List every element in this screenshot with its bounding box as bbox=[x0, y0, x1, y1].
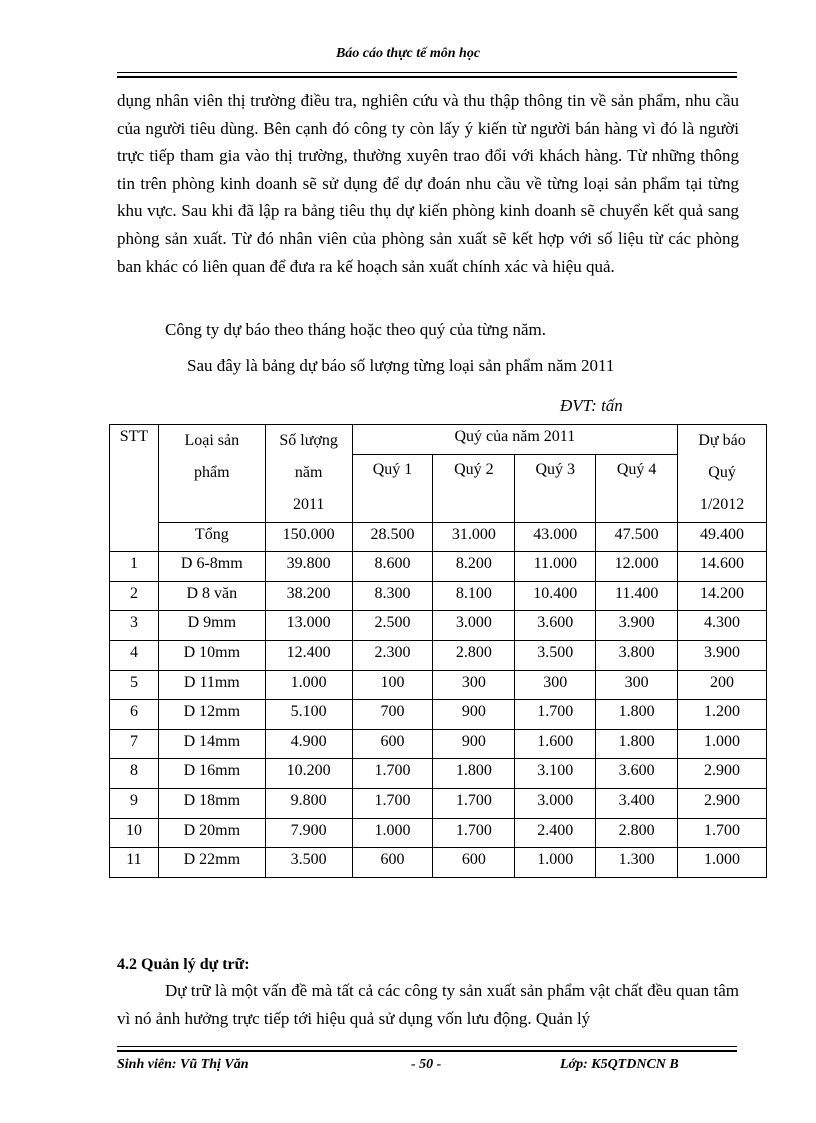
cell-q4: 1.800 bbox=[596, 700, 678, 730]
forecast-table bbox=[109, 424, 767, 878]
cell-product: D 10mm bbox=[158, 640, 265, 670]
cell-product: D 6-8mm bbox=[158, 552, 265, 582]
cell-q2: 900 bbox=[433, 729, 515, 759]
cell-q2: 1.700 bbox=[433, 788, 515, 818]
cell-stt: 5 bbox=[110, 670, 159, 700]
cell-forecast: 1.700 bbox=[678, 818, 767, 848]
cell-q2: 900 bbox=[433, 700, 515, 730]
total-label: Tổng bbox=[158, 522, 265, 552]
cell-q2: 2.800 bbox=[433, 640, 515, 670]
cell-quantity: 3.500 bbox=[265, 848, 352, 878]
cell-q4: 3.900 bbox=[596, 611, 678, 641]
cell-q3: 300 bbox=[515, 670, 596, 700]
header-product bbox=[158, 425, 265, 523]
header-quantity-line: Số lượng bbox=[279, 432, 338, 449]
intro-paragraph: dụng nhân viên thị trường điều tra, nghiên cứu và thu thập thông tin về sản phẩm, nhu cầu của người tiêu dùng. Bên cạnh đó công ty còn lấy ý kiến từ người bán hàng vì đó là người trực tiếp tham gia vào thị trường, thường xuyên trao đổi với khách hàng. Từ những thông tin trên phòng kinh doanh sẽ sử dụng để dự đoán nhu cầu về từng loại sản phẩm tại từng khu vực. Sau khi đã lập ra bảng tiêu thụ dự kiến phòng kinh doanh sẽ chuyển kết quả sang phòng sản xuất. Từ đó nhân viên của phòng sản xuất sẽ kết hợp với số liệu từ các phòng ban khác có liên quan để đưa ra kế hoạch sản xuất chính xác và hiệu quả. bbox=[117, 91, 739, 276]
cell-q1: 100 bbox=[352, 670, 433, 700]
cell-q1: 1.700 bbox=[352, 759, 433, 789]
footer-class: Lớp: K5QTDNCN B bbox=[560, 1057, 679, 1072]
cell-q4: 1.300 bbox=[596, 848, 678, 878]
footer-page-number: - 50 - bbox=[411, 1057, 442, 1072]
cell-stt: 10 bbox=[110, 818, 159, 848]
cell-forecast: 4.300 bbox=[678, 611, 767, 641]
cell-q2: 8.200 bbox=[433, 552, 515, 582]
cell-quantity: 5.100 bbox=[265, 700, 352, 730]
cell-quantity: 4.900 bbox=[265, 729, 352, 759]
unit-label: ĐVT: tấn bbox=[560, 396, 623, 415]
table-row bbox=[110, 552, 767, 582]
header-quarter-2: Quý 2 bbox=[433, 454, 515, 522]
header-quantity bbox=[265, 425, 352, 523]
cell-forecast: 1.000 bbox=[678, 729, 767, 759]
table-row bbox=[110, 818, 767, 848]
cell-q4: 11.400 bbox=[596, 581, 678, 611]
header-product-line: phẩm bbox=[194, 464, 230, 481]
cell-q3: 3.600 bbox=[515, 611, 596, 641]
cell-stt: 6 bbox=[110, 700, 159, 730]
footer-rule-thick bbox=[117, 1050, 737, 1052]
page-header-title: Báo cáo thực tế môn học bbox=[335, 46, 481, 61]
total-quantity: 150.000 bbox=[265, 522, 352, 552]
cell-product: D 16mm bbox=[158, 759, 265, 789]
table-row bbox=[110, 759, 767, 789]
section-heading: 4.2 Quản lý dự trữ: bbox=[117, 956, 250, 973]
table-row bbox=[110, 729, 767, 759]
cell-quantity: 12.400 bbox=[265, 640, 352, 670]
total-forecast: 49.400 bbox=[678, 522, 767, 552]
table-row bbox=[110, 788, 767, 818]
cell-quantity: 39.800 bbox=[265, 552, 352, 582]
cell-stt: 11 bbox=[110, 848, 159, 878]
header-forecast-line: Quý bbox=[708, 464, 736, 481]
cell-forecast: 1.000 bbox=[678, 848, 767, 878]
header-quantity-line: 2011 bbox=[292, 496, 325, 513]
cell-forecast: 2.900 bbox=[678, 759, 767, 789]
cell-q2: 1.800 bbox=[433, 759, 515, 789]
cell-forecast: 3.900 bbox=[678, 640, 767, 670]
footer-rule-thin bbox=[117, 1046, 737, 1047]
cell-q2: 1.700 bbox=[433, 818, 515, 848]
cell-q3: 1.000 bbox=[515, 848, 596, 878]
header-rule-thin bbox=[117, 72, 737, 73]
cell-forecast: 14.600 bbox=[678, 552, 767, 582]
cell-q3: 11.000 bbox=[515, 552, 596, 582]
cell-q3: 3.500 bbox=[515, 640, 596, 670]
cell-product: D 8 văn bbox=[158, 581, 265, 611]
cell-forecast: 1.200 bbox=[678, 700, 767, 730]
cell-q1: 1.000 bbox=[352, 818, 433, 848]
cell-q3: 1.700 bbox=[515, 700, 596, 730]
cell-quantity: 38.200 bbox=[265, 581, 352, 611]
cell-q1: 8.300 bbox=[352, 581, 433, 611]
table-row bbox=[110, 700, 767, 730]
cell-q2: 300 bbox=[433, 670, 515, 700]
cell-product: D 18mm bbox=[158, 788, 265, 818]
cell-q3: 3.000 bbox=[515, 788, 596, 818]
table-total-row bbox=[110, 522, 767, 552]
header-quarters-group: Quý của năm 2011 bbox=[352, 425, 678, 455]
cell-q3: 1.600 bbox=[515, 729, 596, 759]
table-row bbox=[110, 848, 767, 878]
cell-stt: 3 bbox=[110, 611, 159, 641]
header-product-line: Loại sản bbox=[184, 432, 240, 449]
table-header-row-1 bbox=[110, 425, 767, 455]
table-row bbox=[110, 640, 767, 670]
cell-q1: 600 bbox=[352, 848, 433, 878]
footer-student: Sinh viên: Vũ Thị Văn bbox=[117, 1057, 249, 1072]
cell-quantity: 7.900 bbox=[265, 818, 352, 848]
cell-quantity: 1.000 bbox=[265, 670, 352, 700]
cell-stt: 9 bbox=[110, 788, 159, 818]
header-forecast bbox=[678, 425, 767, 523]
total-q3: 43.000 bbox=[515, 522, 596, 552]
cell-stt: 4 bbox=[110, 640, 159, 670]
section-paragraph: Dự trữ là một vấn đề mà tất cả các công ty sản xuất sản phẩm vật chất đều quan tâm vì nó ảnh hưởng trực tiếp tới hiệu quả sử dụng vốn lưu động. Quản lý bbox=[117, 981, 739, 1028]
header-stt: STT bbox=[110, 425, 159, 552]
table-row bbox=[110, 611, 767, 641]
table-caption: Sau đây là bảng dự báo số lượng từng loại sản phẩm năm 2011 bbox=[187, 356, 615, 375]
intro-text-block bbox=[117, 87, 739, 280]
cell-q4: 3.600 bbox=[596, 759, 678, 789]
cell-q3: 10.400 bbox=[515, 581, 596, 611]
header-quarter-1: Quý 1 bbox=[352, 454, 433, 522]
cell-product: D 14mm bbox=[158, 729, 265, 759]
cell-stt: 8 bbox=[110, 759, 159, 789]
cell-q4: 2.800 bbox=[596, 818, 678, 848]
cell-q3: 2.400 bbox=[515, 818, 596, 848]
cell-product: D 9mm bbox=[158, 611, 265, 641]
cell-q4: 300 bbox=[596, 670, 678, 700]
cell-q4: 3.400 bbox=[596, 788, 678, 818]
cell-forecast: 200 bbox=[678, 670, 767, 700]
cell-q3: 3.100 bbox=[515, 759, 596, 789]
cell-q4: 12.000 bbox=[596, 552, 678, 582]
cell-q1: 600 bbox=[352, 729, 433, 759]
cell-q2: 3.000 bbox=[433, 611, 515, 641]
header-forecast-line: 1/2012 bbox=[699, 496, 745, 513]
header-rule-thick bbox=[117, 76, 737, 78]
cell-product: D 11mm bbox=[158, 670, 265, 700]
cell-stt: 7 bbox=[110, 729, 159, 759]
cell-quantity: 13.000 bbox=[265, 611, 352, 641]
table-row bbox=[110, 581, 767, 611]
cell-q1: 8.600 bbox=[352, 552, 433, 582]
cell-forecast: 2.900 bbox=[678, 788, 767, 818]
header-quarter-4: Quý 4 bbox=[596, 454, 678, 522]
total-q2: 31.000 bbox=[433, 522, 515, 552]
forecast-note: Công ty dự báo theo tháng hoặc theo quý của từng năm. bbox=[165, 320, 547, 339]
cell-q2: 8.100 bbox=[433, 581, 515, 611]
cell-q1: 2.300 bbox=[352, 640, 433, 670]
header-quarter-3: Quý 3 bbox=[515, 454, 596, 522]
table-row bbox=[110, 670, 767, 700]
cell-product: D 12mm bbox=[158, 700, 265, 730]
cell-stt: 1 bbox=[110, 552, 159, 582]
cell-q4: 3.800 bbox=[596, 640, 678, 670]
cell-q2: 600 bbox=[433, 848, 515, 878]
cell-stt: 2 bbox=[110, 581, 159, 611]
total-q1: 28.500 bbox=[352, 522, 433, 552]
cell-q1: 1.700 bbox=[352, 788, 433, 818]
total-q4: 47.500 bbox=[596, 522, 678, 552]
cell-forecast: 14.200 bbox=[678, 581, 767, 611]
cell-q4: 1.800 bbox=[596, 729, 678, 759]
cell-q1: 2.500 bbox=[352, 611, 433, 641]
cell-quantity: 9.800 bbox=[265, 788, 352, 818]
header-quantity-line: năm bbox=[294, 464, 323, 481]
cell-quantity: 10.200 bbox=[265, 759, 352, 789]
cell-q1: 700 bbox=[352, 700, 433, 730]
cell-product: D 22mm bbox=[158, 848, 265, 878]
cell-product: D 20mm bbox=[158, 818, 265, 848]
header-forecast-line: Dự báo bbox=[698, 432, 746, 449]
